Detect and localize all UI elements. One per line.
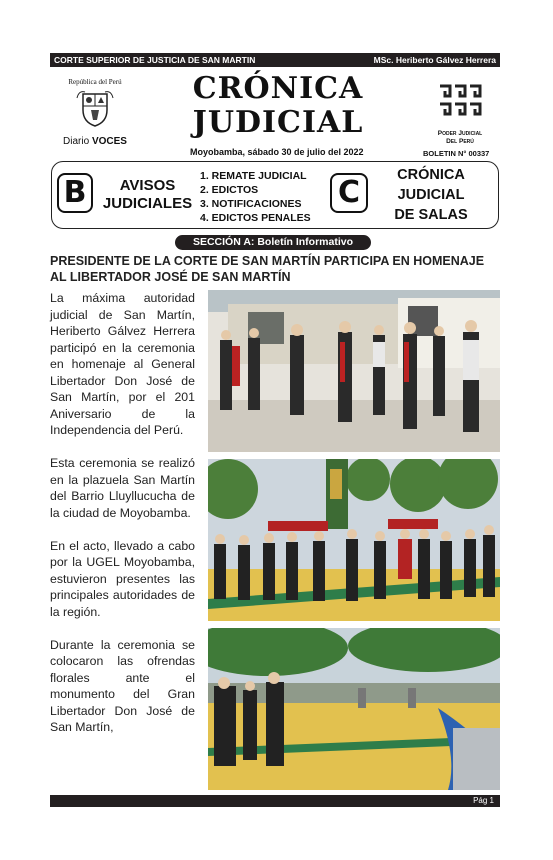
article-headline: PRESIDENTE DE LA CORTE DE SAN MARTÍN PARTICIPA EN HOMENAJE AL LIBERTADOR JOSÉ DE SAN MARTÍN — [50, 254, 485, 284]
masthead-title-line2: JUDICIAL — [192, 105, 364, 140]
section-label: SECCIÓN A: Boletín Informativo — [175, 235, 371, 250]
poder-judicial-emblem-icon — [437, 82, 483, 122]
article-paragraph: La máxima autoridad judicial de San Martín, Heriberto Gálvez Herrera participó en la ceremonia en homenaje al General Libertador Don José de San Martín, por el 201 Aniversario de la Independencia del Perú. — [50, 291, 195, 437]
avisos-item[interactable]: 2. EDICTOS — [200, 184, 259, 196]
avisos-item[interactable]: 3. NOTIFICACIONES — [200, 198, 302, 210]
footer-bar — [50, 795, 500, 807]
boletin-number: BOLETIN N° 00337 — [423, 149, 490, 158]
poder-judicial-label: Poder Judicial Del Perú — [437, 130, 483, 145]
author-name: MSc. Heriberto Gálvez Herrera — [373, 55, 496, 65]
page-number: Pág 1 — [473, 796, 494, 805]
header-bar — [50, 53, 500, 67]
photo-group-plaza — [208, 459, 500, 621]
avisos-title: AVISOS JUDICIALES — [102, 177, 193, 212]
issue-date: Moyobamba, sábado 30 de julio del 2022 — [190, 147, 364, 157]
article-paragraph: Durante la ceremonia se colocaron las ofrendas florales ante el monumento del Gran Libertador Don José de San Martín, — [50, 637, 195, 734]
photo-floral-offering — [208, 628, 500, 790]
diario-voces-name: Diario VOCES — [63, 136, 127, 147]
poder-judicial-logo — [425, 82, 495, 146]
article-paragraph: En el acto, llevado a cabo por la UGEL Moyobamba, estuvieron presentes las principales autoridades de la región. — [50, 538, 195, 619]
cronica-salas-title[interactable]: CRÓNICA JUDICIAL DE SALAS — [394, 167, 468, 223]
diario-voces-logo — [55, 76, 135, 156]
logo-arc-text: República del Perú — [68, 78, 122, 86]
institution-name: CORTE SUPERIOR DE JUSTICIA DE SAN MARTIN — [54, 55, 256, 65]
avisos-list — [200, 169, 311, 225]
peru-coat-of-arms-icon — [75, 88, 115, 128]
masthead-title-line1: CRÓNICA — [192, 71, 364, 106]
article-body — [50, 290, 195, 752]
article-paragraph: Esta ceremonia se realizó en la plazuela San Martín del Barrio Lluyllucucha de la ciudad de Moyobamba. — [50, 456, 195, 520]
section-b-badge: B — [57, 173, 93, 213]
section-c-badge: C — [330, 173, 368, 213]
photo-ceremony-line — [208, 290, 500, 452]
masthead — [178, 72, 378, 140]
avisos-item[interactable]: 4. EDICTOS PENALES — [200, 212, 311, 224]
avisos-item[interactable]: 1. REMATE JUDICIAL — [200, 170, 307, 182]
